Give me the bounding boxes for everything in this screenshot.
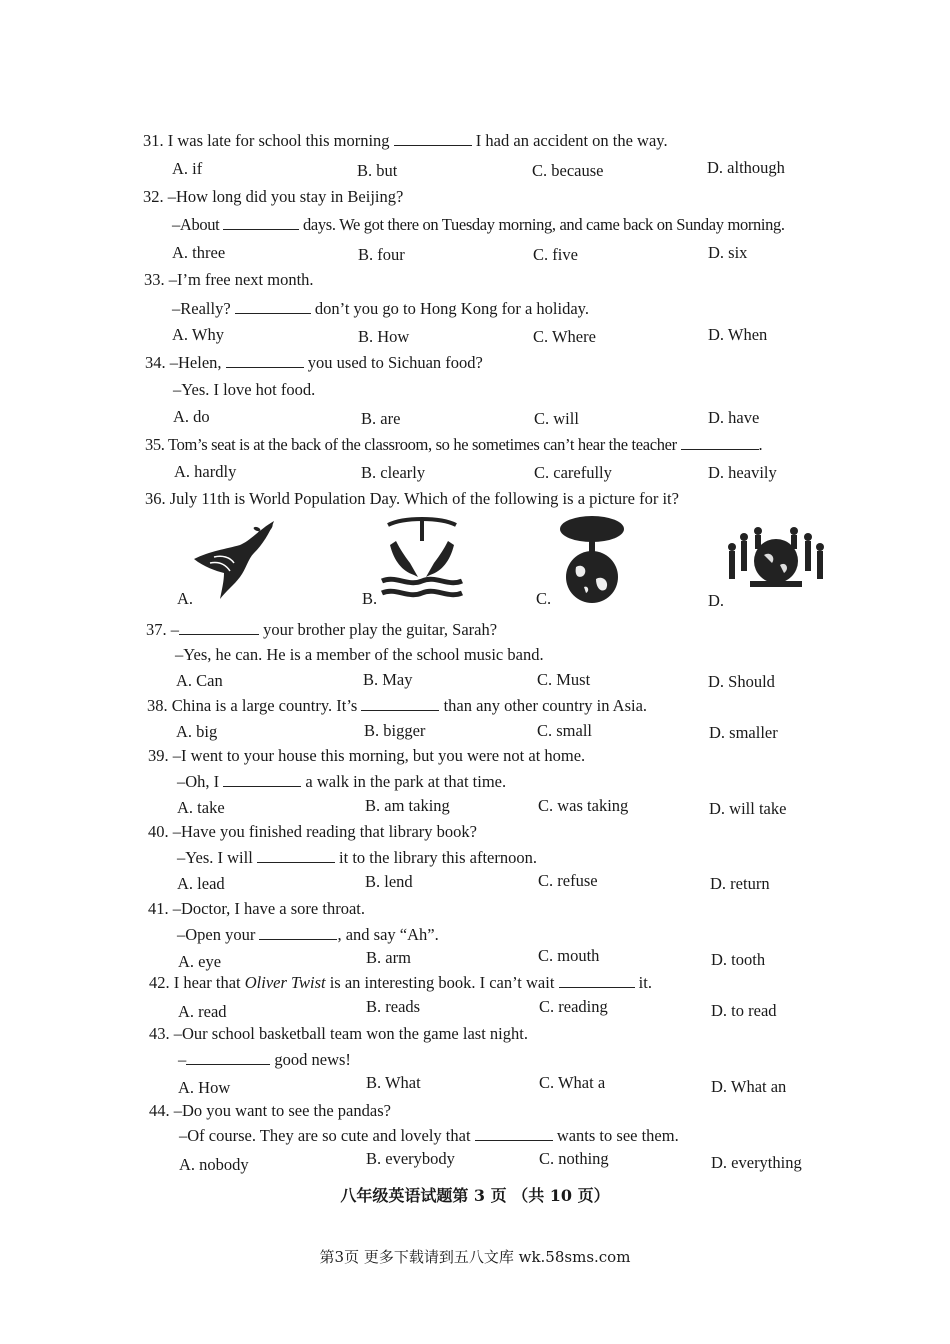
q37-line2: –Yes, he can. He is a member of the school music band. [175, 645, 544, 664]
q32-line2 [172, 215, 785, 235]
q33-option-a[interactable]: A. Why [172, 325, 224, 344]
q32-option-a[interactable]: A. three [172, 243, 226, 262]
q37-option-d[interactable]: D. Should [708, 672, 775, 691]
people-globe-picture[interactable] [724, 525, 828, 595]
q41-text: –Open your [177, 925, 256, 944]
answer-blank[interactable] [235, 299, 311, 314]
q35-option-c[interactable]: C. carefully [534, 463, 612, 482]
q31-text-end: I had an accident on the way. [475, 131, 668, 150]
q43-text: – [178, 1050, 187, 1069]
q43-line2 [178, 1050, 351, 1070]
q32-option-b[interactable]: B. four [358, 245, 405, 264]
answer-blank[interactable] [475, 1126, 553, 1141]
q34-option-d[interactable]: D. have [708, 408, 760, 427]
q39-option-b[interactable]: B. am taking [365, 796, 450, 815]
q43-option-c[interactable]: C. What a [539, 1073, 606, 1092]
q35-option-d[interactable]: D. heavily [708, 463, 777, 482]
q34-line1 [145, 353, 483, 373]
q44-option-c[interactable]: C. nothing [539, 1149, 609, 1168]
dove-picture[interactable] [190, 515, 282, 601]
q38-text-end: than any other country in Asia. [443, 696, 648, 715]
watermark-text: 第3页 更多下载请到五八文库 wk.58sms.com [319, 1248, 631, 1266]
q42-option-d[interactable]: D. to read [711, 1001, 777, 1020]
q39-option-a[interactable]: A. take [177, 798, 225, 817]
q39-line2 [177, 772, 506, 792]
q35-option-a[interactable]: A. hardly [174, 462, 237, 481]
q35-text: 35. Tom’s seat is at the back of the classroom, so he sometimes can’t hear the teacher [145, 435, 677, 454]
q37-option-a[interactable]: A. Can [176, 671, 223, 690]
q43-option-b[interactable]: B. What [366, 1073, 421, 1092]
q34-option-b[interactable]: B. are [361, 409, 401, 428]
q40-text: –Yes. I will [177, 848, 253, 867]
answer-blank[interactable] [559, 973, 635, 988]
q36-label-d: D. [708, 591, 725, 610]
q41-option-d[interactable]: D. tooth [711, 950, 766, 969]
q37-option-c[interactable]: C. Must [537, 670, 591, 689]
q42-option-c[interactable]: C. reading [539, 997, 608, 1016]
answer-blank[interactable] [259, 925, 337, 940]
q34-option-c[interactable]: C. will [534, 409, 579, 428]
q40-option-a[interactable]: A. lead [177, 874, 225, 893]
q37-option-b[interactable]: B. May [363, 670, 413, 689]
q41-option-a[interactable]: A. eye [178, 952, 222, 971]
q37-line1 [146, 620, 497, 640]
answer-blank[interactable] [681, 435, 759, 450]
q35-option-b[interactable]: B. clearly [361, 463, 426, 482]
q42-text-end: it. [638, 973, 652, 992]
q41-option-b[interactable]: B. arm [366, 948, 411, 967]
q40-line2 [177, 848, 537, 868]
q42-text: 42. I hear that [149, 973, 241, 992]
q36-label-b: B. [362, 589, 378, 608]
q41-text-end: , and say “Ah”. [337, 925, 439, 944]
q38-line1 [147, 696, 647, 716]
q38-option-b[interactable]: B. bigger [364, 721, 426, 740]
q40-line1: 40. –Have you finished reading that library book? [148, 822, 477, 841]
answer-blank[interactable] [257, 848, 335, 863]
q44-option-a[interactable]: A. nobody [179, 1155, 249, 1174]
q32-option-c[interactable]: C. five [533, 245, 578, 264]
q33-option-d[interactable]: D. When [708, 325, 768, 344]
q41-line1: 41. –Doctor, I have a sore throat. [148, 899, 365, 918]
q31-option-a[interactable]: A. if [172, 159, 203, 178]
q32-line1: 32. –How long did you stay in Beijing? [143, 187, 404, 206]
question-31 [143, 131, 668, 151]
q41-line2 [177, 925, 439, 945]
q31-option-c[interactable]: C. because [532, 161, 604, 180]
hands-water-picture[interactable] [380, 515, 464, 605]
q31-option-b[interactable]: B. but [357, 161, 398, 180]
q36-label-a: A. [177, 589, 194, 608]
q33-text: –Really? [172, 299, 231, 318]
q44-text: –Of course. They are so cute and lovely that [179, 1126, 471, 1145]
answer-blank[interactable] [186, 1050, 270, 1065]
q43-text-end: good news! [274, 1050, 351, 1069]
q37-text: 37. – [146, 620, 179, 639]
q40-option-d[interactable]: D. return [710, 874, 770, 893]
q36-line1: 36. July 11th is World Population Day. Which of the following is a picture for it? [145, 489, 679, 508]
q38-text: 38. China is a large country. It’s [147, 696, 358, 715]
answer-blank[interactable] [394, 131, 472, 146]
q37-text-end: your brother play the guitar, Sarah? [263, 620, 498, 639]
q44-line2 [179, 1126, 679, 1146]
q33-option-c[interactable]: C. Where [533, 327, 596, 346]
q34-text: 34. –Helen, [145, 353, 222, 372]
q34-text-end: you used to Sichuan food? [307, 353, 483, 372]
q32-text: –About [172, 215, 220, 234]
q33-line2 [172, 299, 589, 319]
q34-option-a[interactable]: A. do [173, 407, 210, 426]
q35-text-end: . [758, 435, 763, 454]
answer-blank[interactable] [223, 215, 299, 230]
q33-text-end: don’t you go to Hong Kong for a holiday. [314, 299, 589, 318]
q33-line1: 33. –I’m free next month. [144, 270, 314, 289]
q34-line2: –Yes. I love hot food. [173, 380, 316, 399]
q39-text-end: a walk in the park at that time. [305, 772, 507, 791]
answer-blank[interactable] [179, 620, 259, 635]
q39-option-d[interactable]: D. will take [709, 799, 787, 818]
q38-option-c[interactable]: C. small [537, 721, 593, 740]
q33-option-b[interactable]: B. How [358, 327, 410, 346]
q43-option-a[interactable]: A. How [178, 1078, 231, 1097]
q39-option-c[interactable]: C. was taking [538, 796, 629, 815]
q32-text-end: days. We got there on Tuesday morning, and came back on Sunday morning. [302, 215, 785, 234]
q40-option-b[interactable]: B. lend [365, 872, 413, 891]
q44-option-b[interactable]: B. everybody [366, 1149, 455, 1168]
page-number-label: 八年级英语试题第 3 页 （共 10 页） [340, 1186, 610, 1205]
q32-option-d[interactable]: D. six [708, 243, 748, 262]
answer-blank[interactable] [223, 772, 301, 787]
q31-text: 31. I was late for school this morning [143, 131, 390, 150]
q42-book-title: Oliver Twist [244, 973, 326, 992]
q38-option-d[interactable]: D. smaller [709, 723, 778, 742]
q40-option-c[interactable]: C. refuse [538, 871, 598, 890]
q42-option-b[interactable]: B. reads [366, 997, 421, 1016]
q42-line1 [149, 973, 652, 993]
q38-option-a[interactable]: A. big [176, 722, 218, 741]
answer-blank[interactable] [361, 696, 439, 711]
q42-option-a[interactable]: A. read [178, 1002, 227, 1021]
q39-line1: 39. –I went to your house this morning, but you were not at home. [148, 746, 586, 765]
q31-option-d[interactable]: D. although [707, 158, 785, 177]
q44-line1: 44. –Do you want to see the pandas? [149, 1101, 391, 1120]
q43-line1: 43. –Our school basketball team won the game last night. [149, 1024, 528, 1043]
q40-text-end: it to the library this afternoon. [339, 848, 537, 867]
q43-option-d[interactable]: D. What an [711, 1077, 787, 1096]
q35-line1 [145, 435, 762, 455]
q41-option-c[interactable]: C. mouth [538, 946, 600, 965]
q36-label-c: C. [536, 589, 552, 608]
tree-globe-picture[interactable] [554, 515, 630, 607]
q39-text: –Oh, I [177, 772, 220, 791]
q42-text-middle: is an interesting book. I can’t wait [329, 973, 555, 992]
q44-option-d[interactable]: D. everything [711, 1153, 802, 1172]
q44-text-end: wants to see them. [556, 1126, 679, 1145]
answer-blank[interactable] [226, 353, 304, 368]
